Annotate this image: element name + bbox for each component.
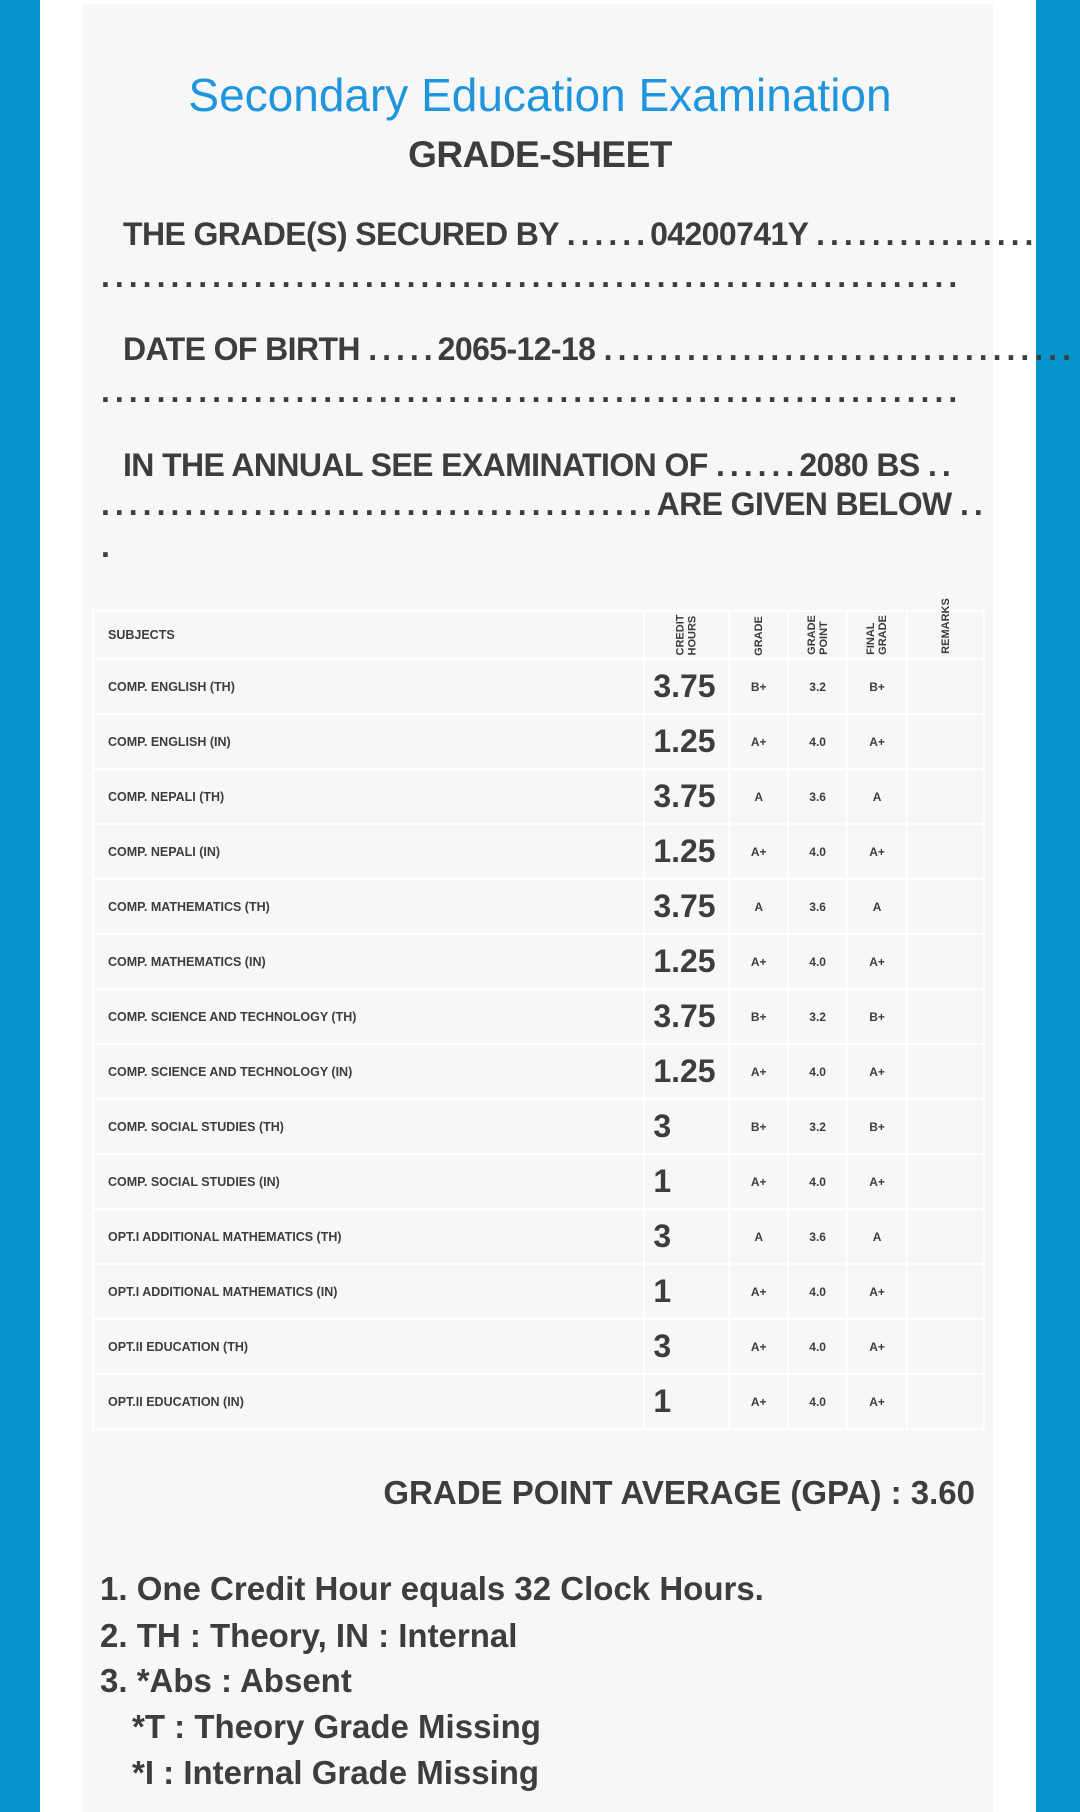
subject-cell: COMP. ENGLISH (TH): [93, 659, 644, 714]
grade-point-cell: 3.2: [788, 989, 847, 1044]
credit-hours-cell: 3: [644, 1209, 729, 1264]
grades-table: [92, 598, 985, 1430]
table-row: [93, 1374, 984, 1429]
grade-point-cell: 4.0: [788, 824, 847, 879]
grade-cell: A+: [729, 824, 788, 879]
gpa: GRADE POINT AVERAGE (GPA) : 3.60: [383, 1474, 975, 1511]
note-1: 1. One Credit Hour equals 32 Clock Hours.: [100, 1570, 764, 1607]
final-grade-cell: A: [847, 769, 907, 824]
subject-cell: COMP. SCIENCE AND TECHNOLOGY (TH): [93, 989, 644, 1044]
subject-cell: COMP. NEPALI (IN): [93, 824, 644, 879]
grade-cell: A+: [729, 1154, 788, 1209]
grade-cell: A+: [729, 1319, 788, 1374]
table-row: [93, 989, 984, 1044]
page-title: Secondary Education Examination: [188, 69, 892, 121]
final-grade-cell: A+: [847, 1319, 907, 1374]
subject-cell: COMP. NEPALI (TH): [93, 769, 644, 824]
given-below-line: ........................................ARE GIVEN BELOW ..: [101, 486, 988, 522]
dots-line: .: [101, 528, 115, 564]
credit-hours-cell: 3.75: [644, 659, 729, 714]
grade-cell: A: [729, 879, 788, 934]
grade-point-cell: 4.0: [788, 1319, 847, 1374]
grade-point-cell: 3.2: [788, 659, 847, 714]
grade-cell: B+: [729, 989, 788, 1044]
symbol-number: 04200741Y: [650, 216, 808, 252]
table-row: [93, 769, 984, 824]
grade-cell: A+: [729, 714, 788, 769]
remarks-cell: [907, 824, 984, 879]
page-subtitle: GRADE-SHEET: [408, 134, 672, 175]
dots-line: ..............................................................: [101, 373, 963, 409]
header-grade: GRADE: [752, 616, 765, 656]
remarks-cell: [907, 769, 984, 824]
grade-cell: A+: [729, 1264, 788, 1319]
final-grade-cell: B+: [847, 659, 907, 714]
given-below-label: ARE GIVEN BELOW: [656, 486, 952, 522]
left-border: [0, 0, 40, 1812]
final-grade-cell: B+: [847, 1099, 907, 1154]
remarks-cell: [907, 1099, 984, 1154]
remarks-cell: [907, 714, 984, 769]
table-row: [93, 1319, 984, 1374]
remarks-cell: [907, 1374, 984, 1429]
credit-hours-cell: 1: [644, 1374, 729, 1429]
final-grade-cell: A+: [847, 824, 907, 879]
credit-hours-cell: 1: [644, 1264, 729, 1319]
secured-by-label: THE GRADE(S) SECURED BY: [123, 216, 559, 252]
grade-cell: A+: [729, 1044, 788, 1099]
table-row: [93, 1044, 984, 1099]
remarks-cell: [907, 1209, 984, 1264]
header-credit-hours: CREDIT HOURS: [674, 614, 699, 656]
final-grade-cell: A+: [847, 714, 907, 769]
grade-cell: A: [729, 769, 788, 824]
final-grade-cell: A+: [847, 934, 907, 989]
grade-point-cell: 4.0: [788, 934, 847, 989]
dots-line: ..............................................................: [101, 258, 963, 294]
table-row: [93, 824, 984, 879]
exam-label: IN THE ANNUAL SEE EXAMINATION OF: [123, 447, 708, 483]
final-grade-cell: A: [847, 879, 907, 934]
credit-hours-cell: 3.75: [644, 879, 729, 934]
secured-by-line: THE GRADE(S) SECURED BY ......04200741Y ................: [123, 216, 1039, 252]
final-grade-cell: A: [847, 1209, 907, 1264]
grade-point-cell: 3.6: [788, 1209, 847, 1264]
subject-cell: COMP. SOCIAL STUDIES (TH): [93, 1099, 644, 1154]
header-remarks: REMARKS: [939, 598, 952, 654]
table-row: [93, 714, 984, 769]
grade-point-cell: 4.0: [788, 1374, 847, 1429]
final-grade-cell: A+: [847, 1154, 907, 1209]
table-row: [93, 879, 984, 934]
subject-cell: OPT.I ADDITIONAL MATHEMATICS (TH): [93, 1209, 644, 1264]
table-header: [93, 611, 984, 659]
credit-hours-cell: 3.75: [644, 769, 729, 824]
grade-point-cell: 3.2: [788, 1099, 847, 1154]
header-final-grade: FINAL GRADE: [865, 615, 890, 655]
grade-cell: B+: [729, 1099, 788, 1154]
note-4: *T : Theory Grade Missing: [132, 1708, 541, 1745]
note-2: 2. TH : Theory, IN : Internal: [100, 1617, 518, 1654]
credit-hours-cell: 1.25: [644, 934, 729, 989]
subject-cell: OPT.II EDUCATION (TH): [93, 1319, 644, 1374]
header-grade-point: GRADE POINT: [805, 615, 830, 655]
grade-cell: B+: [729, 659, 788, 714]
note-5: *I : Internal Grade Missing: [132, 1754, 540, 1791]
table-row: [93, 1209, 984, 1264]
remarks-cell: [907, 659, 984, 714]
final-grade-cell: A+: [847, 1264, 907, 1319]
grade-point-cell: 4.0: [788, 714, 847, 769]
table-row: [93, 1154, 984, 1209]
grade-point-cell: 4.0: [788, 1044, 847, 1099]
exam-line: IN THE ANNUAL SEE EXAMINATION OF ......2080 BS ..: [123, 447, 956, 483]
remarks-cell: [907, 1154, 984, 1209]
table-row: [93, 659, 984, 714]
grade-point-cell: 4.0: [788, 1154, 847, 1209]
subject-cell: OPT.I ADDITIONAL MATHEMATICS (IN): [93, 1264, 644, 1319]
final-grade-cell: B+: [847, 989, 907, 1044]
table-row: [93, 1099, 984, 1154]
dob-line: DATE OF BIRTH .....2065-12-18 ..................................: [123, 331, 1076, 367]
grade-cell: A+: [729, 934, 788, 989]
remarks-cell: [907, 1044, 984, 1099]
dob-value: 2065-12-18: [437, 331, 596, 367]
header-subjects: SUBJECTS: [93, 611, 644, 659]
remarks-cell: [907, 879, 984, 934]
table-row: [93, 1264, 984, 1319]
subject-cell: COMP. SCIENCE AND TECHNOLOGY (IN): [93, 1044, 644, 1099]
dob-label: DATE OF BIRTH: [123, 331, 360, 367]
grade-point-cell: 4.0: [788, 1264, 847, 1319]
remarks-cell: [907, 989, 984, 1044]
grade-point-cell: 3.6: [788, 769, 847, 824]
credit-hours-cell: 3: [644, 1099, 729, 1154]
final-grade-cell: A+: [847, 1374, 907, 1429]
credit-hours-cell: 3.75: [644, 989, 729, 1044]
final-grade-cell: A+: [847, 1044, 907, 1099]
credit-hours-cell: 1.25: [644, 714, 729, 769]
table-row: [93, 934, 984, 989]
credit-hours-cell: 1: [644, 1154, 729, 1209]
subject-cell: OPT.II EDUCATION (IN): [93, 1374, 644, 1429]
remarks-cell: [907, 934, 984, 989]
subject-cell: COMP. MATHEMATICS (IN): [93, 934, 644, 989]
remarks-cell: [907, 1264, 984, 1319]
subject-cell: COMP. MATHEMATICS (TH): [93, 879, 644, 934]
note-3: 3. *Abs : Absent: [100, 1662, 352, 1699]
grade-cell: A+: [729, 1374, 788, 1429]
credit-hours-cell: 3: [644, 1319, 729, 1374]
remarks-cell: [907, 1319, 984, 1374]
credit-hours-cell: 1.25: [644, 824, 729, 879]
subject-cell: COMP. SOCIAL STUDIES (IN): [93, 1154, 644, 1209]
grade-cell: A: [729, 1209, 788, 1264]
exam-year: 2080 BS: [799, 447, 920, 483]
grade-point-cell: 3.6: [788, 879, 847, 934]
right-border: [1036, 0, 1080, 1812]
subject-cell: COMP. ENGLISH (IN): [93, 714, 644, 769]
credit-hours-cell: 1.25: [644, 1044, 729, 1099]
